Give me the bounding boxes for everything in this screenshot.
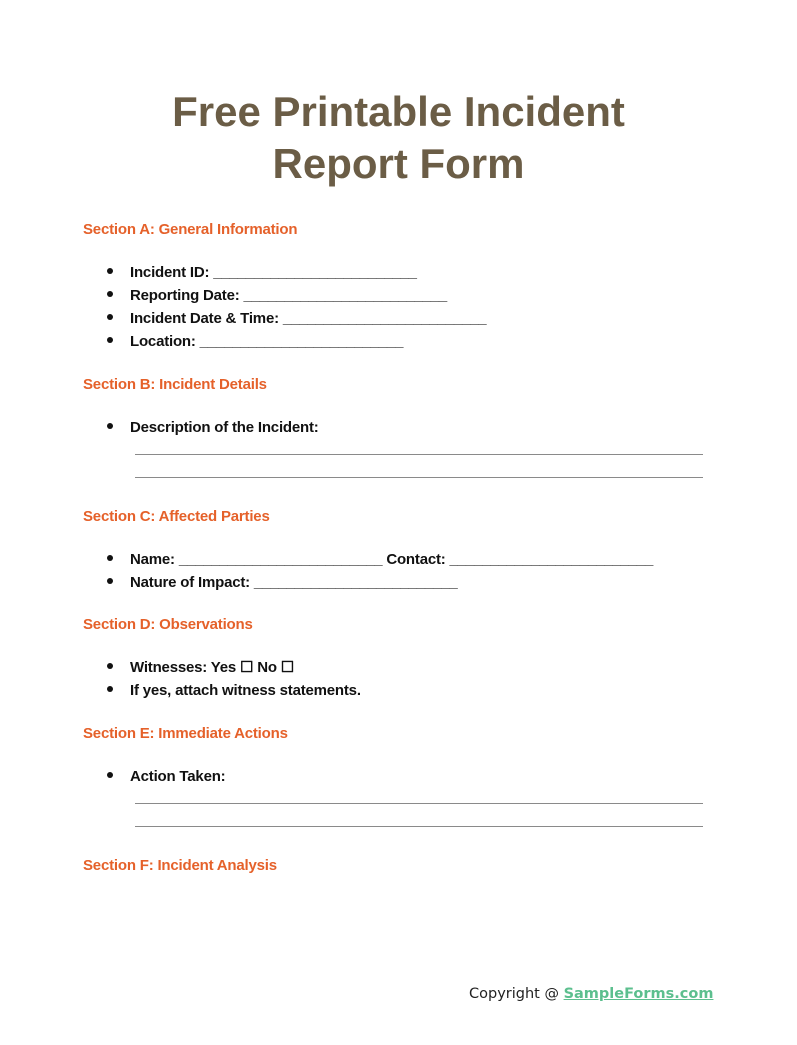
section-a-heading: Section A: General Information (83, 221, 298, 238)
action-answer-line-1[interactable] (135, 803, 703, 804)
field-name-contact[interactable]: Name: _________________________ Contact: _________________________ (107, 551, 653, 569)
copyright-footer (469, 986, 713, 1002)
bullet-icon (107, 423, 113, 429)
copyright-prefix: Copyright @ (469, 986, 564, 1002)
sampleforms-link[interactable]: SampleForms.com (563, 986, 714, 1002)
field-nature-of-impact[interactable]: Nature of Impact: _________________________ (107, 574, 457, 592)
bullet-icon (107, 772, 113, 778)
field-description-label: Description of the Incident: (107, 419, 319, 437)
action-answer-line-2[interactable] (135, 826, 703, 827)
title-line-1: Free Printable Incident (172, 88, 625, 135)
bullet-icon (107, 314, 113, 320)
field-reporting-date[interactable]: Reporting Date: _________________________ (107, 287, 447, 305)
description-answer-line-1[interactable] (135, 454, 703, 455)
field-witnesses[interactable]: Witnesses: Yes ☐ No ☐ (107, 659, 294, 677)
bullet-icon (107, 578, 113, 584)
bullet-icon (107, 686, 113, 692)
section-e-heading: Section E: Immediate Actions (83, 725, 288, 742)
section-f-heading: Section F: Incident Analysis (83, 857, 277, 874)
note-witness-statements: If yes, attach witness statements. (107, 682, 361, 700)
field-incident-id[interactable]: Incident ID: _________________________ (107, 264, 417, 282)
title-line-2: Report Form (272, 140, 525, 187)
page-title (0, 86, 797, 190)
field-incident-date-time[interactable]: Incident Date & Time: _________________________ (107, 310, 486, 328)
bullet-icon (107, 291, 113, 297)
bullet-icon (107, 337, 113, 343)
bullet-icon (107, 663, 113, 669)
bullet-icon (107, 268, 113, 274)
bullet-icon (107, 555, 113, 561)
field-action-taken-label: Action Taken: (107, 768, 225, 786)
section-d-heading: Section D: Observations (83, 616, 253, 633)
section-c-heading: Section C: Affected Parties (83, 508, 270, 525)
field-location[interactable]: Location: _________________________ (107, 333, 403, 351)
description-answer-line-2[interactable] (135, 477, 703, 478)
section-b-heading: Section B: Incident Details (83, 376, 267, 393)
